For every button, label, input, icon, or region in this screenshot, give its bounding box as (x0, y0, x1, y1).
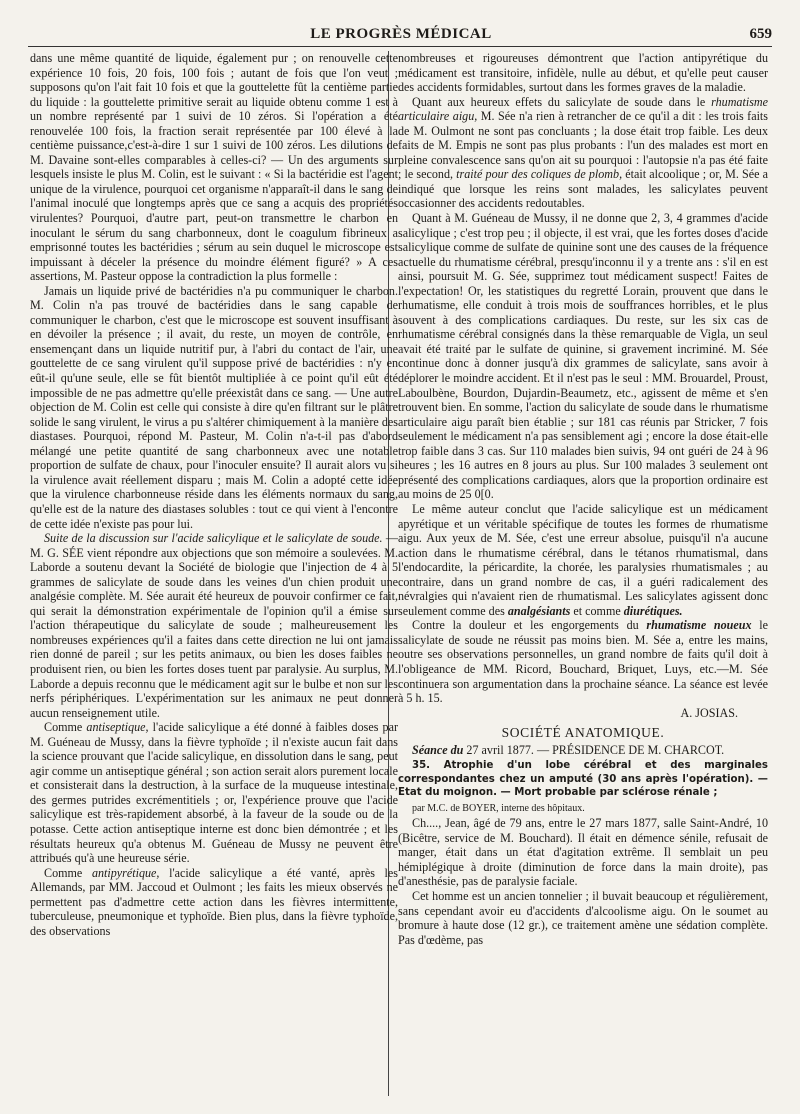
section-title: SOCIÉTÉ ANATOMIQUE. (501, 725, 665, 741)
emphasis: analgésiants (507, 603, 571, 618)
paragraph-text: était alcoolique ; or, M. Sée a indiqué que lorsque les reins sont malades, les salicylates peuvent occasionner des accidents redoutables. (398, 167, 769, 211)
paragraph-text: Le même auteur conclut que l'acide salicylique est un médicament apyrétique et un véritable spécifique de toutes les formes de rhumatisme aigu. Aux yeux de M. Sée, c'est une erreur absolue, puisqu'il n'a aucune action dans le rhumatisme cérébral, dans le tétanos rhumatismal, dans l'endocardite, la péricardite, la chorée, les paralysies rhumatismales ; au contraire, dans un grand nombre de cas, il a guéri radicalement des névralgies qui n'avaient rien de rhumatismal. Les salicylates agissent donc seulement comme des (398, 501, 768, 618)
paragraph-text: et comme (570, 603, 624, 618)
paragraph-text: l'acide salicylique a été donné à faibles doses par M. Guéneau de Mussy, dans la fièvre typhoïde ; il n'existe aucun fait dans la science prouvant que l'acide salicylique, en dissolution dans le sang, peut agir comme un antiseptique général ; son action serait alors purement locale et consisterait dans la destruction, à la surface de la muqueuse intestinale, des germes putrides excrémentitiels ; or, l'expérience prouve que l'acide salicylique est très-rapidement absorbé, à la faveur de la soude ou de la potasse. Cette action antiseptique interne est donc bien démontrée ; et les résultats heureux qu'a obtenus M. Guéneau de Mussy ne peuvent être attribués qu'à une heureuse série. (30, 720, 398, 866)
paragraph (30, 866, 398, 939)
paragraph-text: M. Sée n'a rien à retrancher de ce qu'il a dit : les trois faits de M. Oulmont ne sont pas concluants ; la dose était trop faible. Les deux faits de M. Empis ne sont pas plus probants : l'un des malades est mort en pleine convalescence sans qu'on ait su pourquoi : l'autopsie n'a pas été faite ; le second, (398, 109, 768, 182)
page-header (30, 26, 772, 46)
paragraph-text: Comme (44, 865, 92, 880)
emphasis: rhumatisme articulaire aigu, (398, 94, 768, 124)
subsection-title: Suite de la discussion sur l'acide salicylique et le salicylate de soude. (44, 531, 383, 546)
left-column (30, 51, 398, 938)
signature: A. JOSIAS. (680, 705, 738, 720)
paragraph: Quant à M. Guéneau de Mussy, il ne donne que 2, 3, 4 grammes d'acide salicylique ; c'est trop peu ; il objecte, il est vrai, que les fortes doses d'acide salicylique comme de sulfate de quinine sont une des causes de la fréquence actuelle du rhumatisme cérébral, presqu'inconnu il y a trente ans : s'il en est ainsi, poursuit M. G. Sée, supprimez tout médicament suspect! Faites de l'expectation! Or, les statistiques du regretté Lorain, prouvent que dans le rhumatisme, elle conduit à trois mois de souffrances horribles, et le plus souvent à des complications cardiaques. Du reste, sur les six cas de rhumatisme cérébral consignés dans la thèse remarquable de Vigla, un seul avait été traité par le sulfate de quinine, si gravement incriminé. M. Sée continue donc à donner jusqu'à dix grammes de salicylate, sans avoir à déplorer le moindre accident. Et il n'est pas le seul : MM. Brouardel, Proust, Laboulbène, Bourdon, Dujardin-Beaumetz, etc., agissent de même et s'en trouvent bien. En somme, l'action du salicylate de soude dans le rhumatisme articulaire aigu paraît bien établie ; sur 181 cas réunis par Stricker, 7 fois seulement le médicament n'a pas sensiblement agi ; encore la dose était-elle trop faible dans 3 cas. Sur 110 malades bien suivis, 94 ont guéri de 24 à 96 heures ; les 16 autres en 8 jours au plus. Sur 100 malades 3 seulement ont présenté des complications cardiaques, alors que la proportion ordinaire est au moins de 25 0[0. (398, 211, 768, 502)
case-title: 35. Atrophie d'un lobe cérébral et des marginales correspondantes chez un amputé (30 ans après l'opération). — Etat du moignon. — Mort probable par sclérose rénale ; (398, 760, 768, 799)
paragraph: nombreuses et rigoureuses démontrent que l'action antipyrétique du médicament est transitoire, infidèle, nulle au début, et qu'elle peut causer des accidents formidables, surtout dans les formes graves de la maladie. (398, 51, 768, 95)
paragraph-text: Comme (44, 720, 87, 735)
paragraph: dans une même quantité de liquide, également pur ; on renouvelle cette expérience 10 fois, 20 fois, 100 fois ; autant de fois que l'on veut ; supposons qu'on l'ait fait 10 fois et que la gouttelette fût la centième partie du liquide : la gouttelette primitive serait au liquide obtenu comme 1 est à un nombre représenté par 1 suivi de 10 zéros. Si l'opération a été renouvelée 100 fois, la fraction serait représentée par 100 élevé à la centième puissance,c'est-à-dire 1 sur 1 suivi de 100 zéros. Les dilutions de M. Davaine sont-elles comparables à celles-ci? — Un des arguments sur lesquels insiste le plus M. Colin, est le suivant : « Si la bactéridie est l'agent unique de la virulence, pourquoi cet organisme n'apparaît-il dans le sang de l'animal inoculé que longtemps après que ce sang a acquis des propriétés virulentes? Pourquoi, d'autre part, peut-on transmettre le charbon en inoculant le sérum du sang charbonneux, dont le coagulum fibrineux a emprisonné toutes les bactéridies ; sérum au sein duquel le microscope est impuissant à déceler la présence du moindre élément figuré? » A ces assertions, M. Pasteur oppose la contradiction la plus formelle : (30, 51, 398, 284)
emphasis: diurétiques. (623, 603, 683, 618)
emphasis: traité pour des coliques de plomb, (456, 167, 623, 182)
seance-text: 27 avril 1877. — PRÉSIDENCE DE M. CHARCOT. (463, 742, 725, 757)
paragraph: Ch...., Jean, âgé de 79 ans, entre le 27 mars 1877, salle Saint-André, 10 (Bicêtre, service de M. Bouchard). Il était en démence sénile, refusait de manger, était dans un état d'agitation extrême. Il semblait un peu hémiplégique à droite (diminution de force dans la main droite), pas d'anesthésie, pas de paralysie faciale. (398, 816, 768, 889)
emphasis: antipyrétique, (91, 865, 160, 880)
emphasis: antiseptique, (86, 720, 149, 735)
paragraph-text: le salicylate de soude ne réussit pas moins bien. M. Sée a, entre les mains, outre ses observations personnelles, un grand nombre de faits qu'il doit à l'obligeance de MM. Ricord, Bouchard, Briquet, Luys, etc.—M. Sée continuera son argumentation dans la prochaine séance. La séance est levée à 5 h. 15. (398, 618, 768, 706)
paragraph-text: Contre la douleur et les engorgements du (412, 618, 647, 633)
seance-line (398, 743, 768, 758)
emphasis: Séance du (412, 742, 464, 757)
paragraph (398, 502, 768, 618)
paragraph (30, 531, 398, 720)
header-rule (28, 46, 772, 47)
paragraph (398, 95, 768, 211)
emphasis: rhumatisme noueux (646, 618, 752, 633)
journal-title: LE PROGRÈS MÉDICAL (310, 26, 492, 42)
paragraph (30, 720, 398, 865)
paragraph: Cet homme est un ancien tonnelier ; il buvait beaucoup et régulièrement, sans cependant avoir eu d'accidents d'alcoolisme aigu. On le soumet au bromure à haute dose (12 gr.), ce traitement amène une sédation complète. Pas d'œdème, pas (398, 889, 768, 947)
paragraph (398, 618, 768, 705)
byline: par M.C. de BOYER, interne des hôpitaux. (412, 802, 585, 814)
paragraph-text: l'acide salicylique a été vanté, après les Allemands, par MM. Jaccoud et Oulmont ; les faits les mieux observés ne permettent pas d'admettre cette action dans les fièvres intermittente, tuberculeuse, pneumonique et typhoïde. Bien plus, dans la fièvre typhoïde, des observations (30, 865, 398, 938)
paragraph-text: — M. G. SÉE vient répondre aux objections que son mémoire a soulevées. M. Laborde a soutenu devant la Société de biologie que l'injection de 4 à 5 grammes de salicylate de soude dans les veines d'un chien produit une analgésie complète. M. Sée aurait été heureux de pouvoir confirmer ce fait, qui serait la démonstration expérimentale de l'opinion qu'il a émise sur l'action thérapeutique du salicylate de soude ; malheureusement les nombreuses expériences qu'il a faites dans cette direction ne lui ont jamais rien donné de pareil ; sur les petits animaux, ou bien les doses faibles ne produisent rien, ou bien les fortes doses tuent par paralysie. Au surplus, M. Laborde a depuis reconnu que le médicament agit sur le bulbe et non sur les nerfs périphériques. L'expérimentation sur les animaux ne peut donner aucun renseignement utile. (30, 531, 398, 720)
paragraph: Jamais un liquide privé de bactéridies n'a pu communiquer le charbon. M. Colin n'a pas trouvé de bactéridies dans le sang capable de communiquer le charbon, c'est que le microscope est souvent insuffisant à en dévoiler la présence ; il avait, du reste, un moyen de contrôle, en ensemençant dans un liquide nutritif pur, à l'abri du contact de l'air, une gouttelette de ce sang virulent qu'il suppose privé de bactéridies : n'y en eût-il qu'une seule, elle se fût bientôt multipliée à ce point qu'il eût été impossible de ne pas admettre qu'elle préexistât dans ce sang. — Une autre objection de M. Colin est celle qui consiste à dire qu'en filtrant sur le plâtre solide le sang virulent, le virus a pu s'altérer chimiquement à la manière des diastases. Pourquoi, répond M. Pasteur, M. Colin n'a-t-il pas d'abord mélangé une petite quantité de sang charbonneux avec une notable proportion de sulfate de chaux, pour l'inoculer ensuite? Il aurait alors vu si la virulence avait réellement disparu ; mais M. Colin a adopté cette idée que la virulence charbonneuse réside dans les éléments normaux du sang, qu'elle est de la nature des diastases solubles : tout ce qui vient à l'encontre de cette idée n'existe pas pour lui. (30, 283, 398, 531)
paragraph-text: Quant aux heureux effets du salicylate de soude dans le (412, 94, 712, 109)
page-number: 659 (749, 26, 772, 42)
right-column (398, 51, 768, 947)
